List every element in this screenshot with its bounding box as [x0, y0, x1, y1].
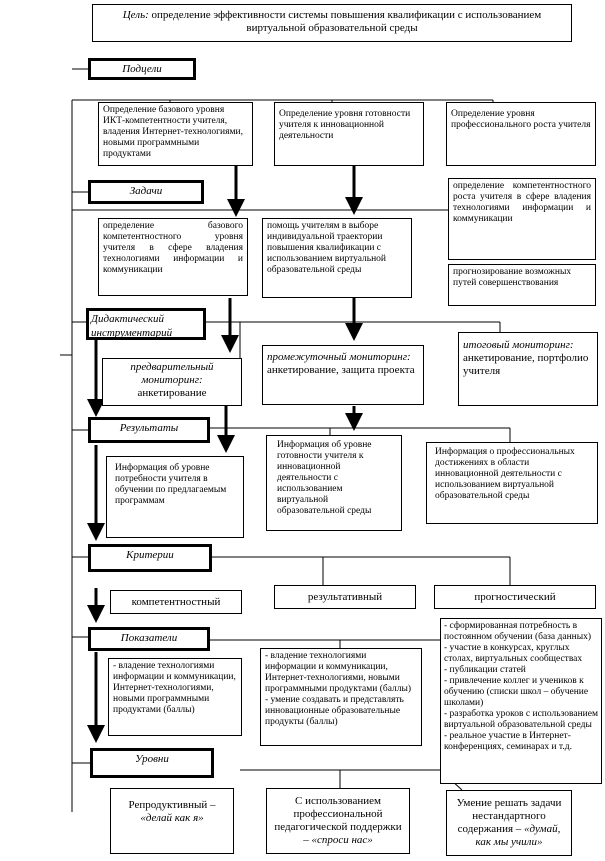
level-box	[446, 790, 572, 856]
level-box	[110, 788, 234, 854]
label-criteria: Критерии	[88, 544, 212, 572]
indicator-box: - владение технологиями информации и коммуникации, Интернет-технологиями, новыми программными продуктами (баллы)	[108, 658, 242, 736]
level-text: Умение решать задачи нестандартного содержания –	[456, 797, 562, 835]
level-text: Репродуктивный –	[128, 799, 216, 811]
label-subgoals: Подцели	[88, 58, 196, 80]
label-levels: Уровни	[90, 748, 214, 778]
level-box	[266, 788, 410, 854]
tool-text: анкетирование, защита проекта	[267, 364, 415, 376]
tool-box	[262, 345, 424, 405]
result-box: Информация об уровне потребности учителя в обучении по предлагаемым программам	[106, 456, 244, 538]
criterion-box: компетентностный	[110, 590, 242, 614]
goal-label: Цель:	[122, 9, 149, 21]
criterion-box: результативный	[274, 585, 416, 609]
label-tools: Дидактический инструментарий	[86, 308, 206, 340]
criterion-box: прогностический	[434, 585, 596, 609]
tool-italic: промежуточный мониторинг:	[267, 351, 411, 363]
result-box: Информация об уровне готовности учителя к инновационной деятельности с использованием виртуальной образовательной среды	[266, 435, 402, 531]
task-box: помощь учителям в выборе индивидуальной траектории повышения квалификации с использованием виртуальной образовательной среды	[262, 218, 412, 298]
indicator-box: - владение технологиями информации и коммуникации, Интернет-технологиями, новыми программными продуктами (баллы) - умение создавать и представлять инновационные образовательные продукты (баллы)	[260, 648, 422, 746]
tool-italic: итоговый мониторинг:	[463, 339, 574, 351]
tool-text: анкетирование	[137, 387, 207, 399]
level-italic: «спроси нас»	[311, 834, 373, 846]
indicator-box: - сформированная потребность в постоянном обучении (база данных) - участие в конкурсах, круглых столах, виртуальных сообществах - публикации статей - привлечение коллег и учеников к обучению (списки школ – обучение школами) - разработка уроков с использованием виртуальной образовательной среды - реальное участие в Интернет-конференциях, семинарах и т.д.	[440, 618, 602, 784]
level-text: С использованием профессиональной педагогической поддержки –	[274, 795, 402, 846]
task-box: прогнозирование возможных путей совершенствования	[448, 264, 596, 306]
label-results: Результаты	[88, 417, 210, 443]
tool-box	[458, 332, 598, 406]
subgoal-box: Определение уровня готовности учителя к инновационной деятельности	[274, 102, 424, 166]
subgoal-box: Определение уровня профессионального роста учителя	[446, 102, 596, 166]
tool-italic: предварительный мониторинг:	[130, 361, 214, 386]
result-box: Информация о профессиональных достижениях в области инновационной деятельности с использованием виртуальной образовательной среды	[426, 442, 598, 524]
goal-box	[92, 4, 572, 42]
goal-text: определение эффективности системы повышения квалификации с использованием виртуальной образовательной среды	[148, 9, 542, 34]
subgoal-box: Определение базового уровня ИКТ-компетентности учителя, владения Интернет-технологиями, новыми программными продуктами	[98, 102, 253, 166]
label-indicators: Показатели	[88, 627, 210, 651]
task-box: определение компетентностного роста учителя в сфере владения технологиями информации и коммуникации	[448, 178, 596, 260]
task-box: определение базового компетентностного уровня учителя в сфере владения технологиями информации и коммуникации	[98, 218, 248, 296]
tool-box	[102, 358, 242, 406]
level-italic: «думай, как мы учили»	[475, 823, 561, 848]
tool-text: анкетирование, портфолио учителя	[463, 352, 589, 377]
label-tasks: Задачи	[88, 180, 204, 204]
level-italic: «делай как я»	[140, 812, 204, 824]
